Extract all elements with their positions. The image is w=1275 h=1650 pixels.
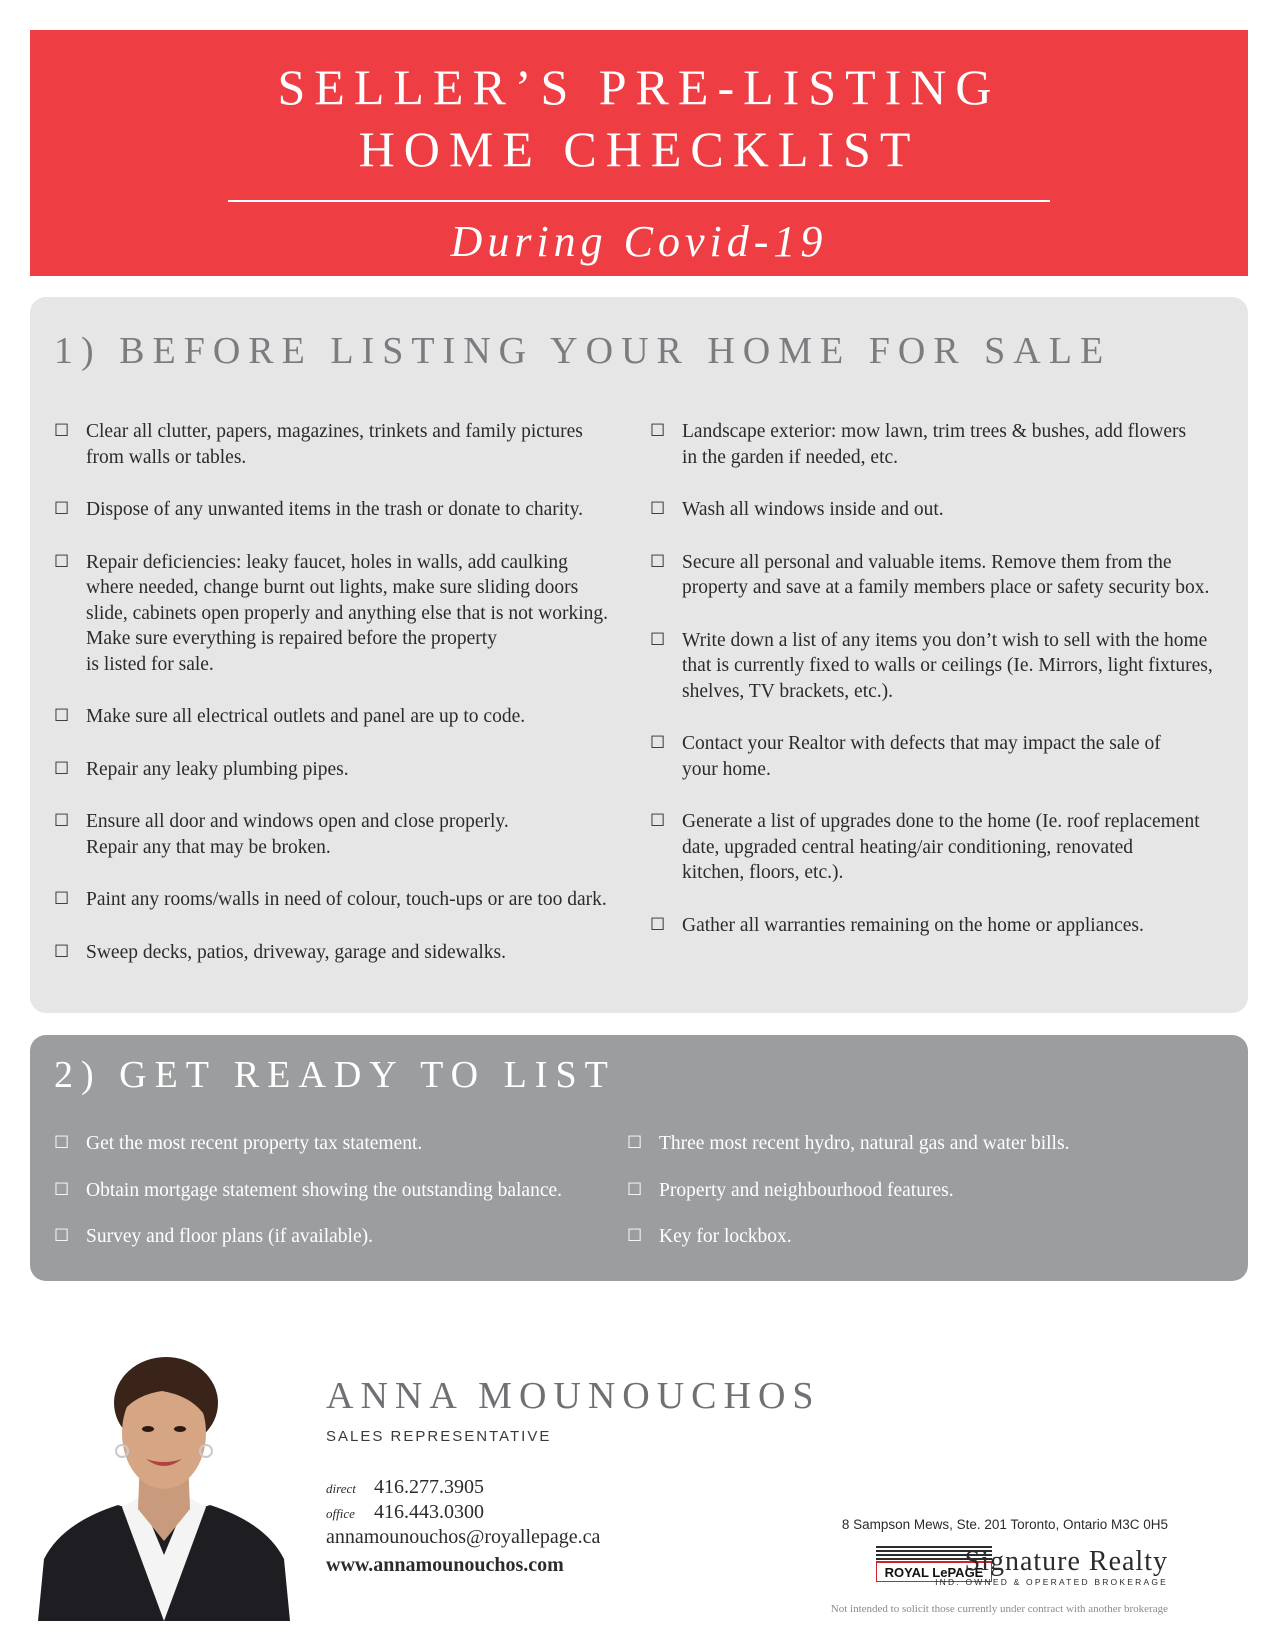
checkbox-icon[interactable]: ☐ <box>650 499 666 519</box>
checkbox-icon[interactable]: ☐ <box>650 733 666 753</box>
checklist-item[interactable] <box>54 550 624 678</box>
brokerage-address: 8 Sampson Mews, Ste. 201 Toronto, Ontario M3C 0H5 <box>841 1517 1168 1532</box>
checklist-item[interactable] <box>650 497 1235 523</box>
agent-title: SALES REPRESENTATIVE <box>326 1428 552 1445</box>
checklist-item-text: Sweep decks, patios, driveway, garage and sidewalks. <box>86 941 507 963</box>
agent-email-link[interactable]: annamounouchos@royallepage.ca <box>326 1526 601 1548</box>
checklist-item-text: Make sure all electrical outlets and panel are up to code. <box>86 706 526 727</box>
checklist-item[interactable] <box>54 704 624 730</box>
before-listing-section <box>30 297 1248 1013</box>
checklist-item-text: Generate a list of upgrades done to the home (Ie. roof replacement date, upgraded central heating/air conditioning, renovated kitchen, floors, etc.). <box>682 811 1200 883</box>
checklist-item[interactable] <box>650 731 1235 782</box>
checkbox-icon[interactable]: ☐ <box>54 941 70 962</box>
brokerage-brand <box>935 1547 1168 1587</box>
disclaimer: Not intended to solicit those currently under contract with another brokerage <box>830 1603 1168 1615</box>
direct-label: direct <box>326 1481 356 1496</box>
office-phone-number[interactable]: 416.443.0300 <box>374 1501 484 1523</box>
page-title-line2: HOME CHECKLIST <box>358 121 920 177</box>
checklist-item-text: Paint any rooms/walls in need of colour, touch-ups or are too dark. <box>86 889 607 910</box>
checklist-item[interactable] <box>650 550 1235 601</box>
checklist-item-text: Repair deficiencies: leaky faucet, holes in walls, add caulking where needed, change burnt out lights, make sure sliding doors slide, cabinets open properly and anything else that is not working. Make sure everything is repaired before the property is listed for sale. <box>86 551 609 675</box>
logo-text: ROYAL LePAGE <box>884 1565 984 1580</box>
checklist-item-text: Property and neighbourhood features. <box>659 1179 954 1201</box>
checklist-item-text: Landscape exterior: mow lawn, trim trees & bushes, add flowers in the garden if needed, etc. <box>682 421 1187 468</box>
checklist-item-text: Secure all personal and valuable items. Remove them from the property and save at a family members place or safety security box. <box>682 551 1210 598</box>
agent-name: ANNA MOUNOUCHOS <box>326 1375 821 1417</box>
checklist-item[interactable] <box>54 419 624 470</box>
checklist-item[interactable] <box>627 1178 1227 1204</box>
section-title-get-ready: 2) GET READY TO LIST <box>54 1054 616 1096</box>
checkbox-icon[interactable]: ☐ <box>54 758 70 779</box>
page-subtitle: During Covid-19 <box>450 217 828 266</box>
checklist-item-text: Obtain mortgage statement showing the outstanding balance. <box>86 1179 563 1201</box>
checkbox-icon[interactable]: ☐ <box>54 889 70 909</box>
checkbox-icon[interactable]: ☐ <box>627 1133 643 1153</box>
get-ready-section <box>30 1035 1248 1281</box>
checklist-item-text: Get the most recent property tax statement. <box>86 1133 423 1154</box>
checkbox-icon[interactable]: ☐ <box>54 1226 70 1246</box>
checklist-item-text: Wash all windows inside and out. <box>682 499 944 520</box>
checklist-column-left <box>54 419 624 992</box>
ready-column-left <box>54 1131 614 1271</box>
header-divider <box>228 200 1050 202</box>
checklist-item[interactable] <box>54 757 624 783</box>
checklist-item-text: Survey and floor plans (if available). <box>86 1226 373 1247</box>
checklist-item-text: Ensure all door and windows open and close properly. Repair any that may be broken. <box>86 811 509 858</box>
section-title-before-listing: 1) BEFORE LISTING YOUR HOME FOR SALE <box>54 330 1112 372</box>
ready-column-right <box>627 1131 1227 1271</box>
checkbox-icon[interactable]: ☐ <box>54 551 70 572</box>
checklist-item-text: Key for lockbox. <box>659 1226 792 1247</box>
checkbox-icon[interactable]: ☐ <box>627 1179 643 1200</box>
checkbox-icon[interactable]: ☐ <box>650 551 666 572</box>
header-banner <box>30 30 1248 276</box>
direct-phone <box>326 1476 484 1499</box>
checklist-item-text: Write down a list of any items you don’t wish to sell with the home that is currently fixed to walls or ceilings (Ie. Mirrors, light fixtures, shelves, TV brackets, etc.). <box>682 629 1213 702</box>
brokerage-tagline: IND. OWNED & OPERATED BROKERAGE <box>935 1577 1168 1587</box>
checkbox-icon[interactable]: ☐ <box>650 629 666 650</box>
checkbox-icon[interactable]: ☐ <box>650 811 666 831</box>
checklist-item-text: Clear all clutter, papers, magazines, trinkets and family pictures from walls or tables. <box>86 421 583 468</box>
brokerage-name: Signature Realty <box>964 1546 1168 1577</box>
checklist-item[interactable] <box>54 887 624 913</box>
checklist-item[interactable] <box>54 497 624 523</box>
checkbox-icon[interactable]: ☐ <box>650 914 666 935</box>
checklist-column-right <box>650 419 1235 965</box>
checklist-item[interactable] <box>650 419 1235 470</box>
checklist-item-text: Dispose of any unwanted items in the trash or donate to charity. <box>86 499 583 520</box>
checkbox-icon[interactable]: ☐ <box>54 499 70 519</box>
agent-website-link[interactable]: www.annamounouchos.com <box>326 1554 564 1576</box>
office-label: office <box>326 1506 355 1521</box>
checklist-item[interactable] <box>650 628 1235 705</box>
checklist-item-text: Repair any leaky plumbing pipes. <box>86 758 349 780</box>
checklist-item-text: Contact your Realtor with defects that may impact the sale of your home. <box>682 733 1161 780</box>
checklist-item[interactable] <box>650 913 1235 939</box>
checkbox-icon[interactable]: ☐ <box>650 421 666 441</box>
checkbox-icon[interactable]: ☐ <box>54 1179 70 1200</box>
checkbox-icon[interactable]: ☐ <box>627 1226 643 1246</box>
checkbox-icon[interactable]: ☐ <box>54 1133 70 1153</box>
checklist-item-text: Three most recent hydro, natural gas and water bills. <box>659 1133 1070 1154</box>
checklist-item[interactable] <box>650 809 1235 886</box>
checklist-item[interactable] <box>54 1178 614 1204</box>
checklist-item[interactable] <box>54 1224 614 1250</box>
checklist-item[interactable] <box>54 940 624 966</box>
checklist-item[interactable] <box>54 1131 614 1157</box>
checklist-item[interactable] <box>627 1224 1227 1250</box>
agent-photo <box>38 1345 290 1621</box>
checklist-item[interactable] <box>627 1131 1227 1157</box>
office-phone <box>326 1501 484 1524</box>
checkbox-icon[interactable]: ☐ <box>54 421 70 441</box>
checkbox-icon[interactable]: ☐ <box>54 706 70 726</box>
checklist-item-text: Gather all warranties remaining on the home or appliances. <box>682 914 1144 936</box>
checklist-item[interactable] <box>54 809 624 860</box>
direct-phone-number[interactable]: 416.277.3905 <box>374 1476 484 1498</box>
page-title-line1: SELLER’S PRE-LISTING <box>277 59 1001 115</box>
checkbox-icon[interactable]: ☐ <box>54 811 70 831</box>
